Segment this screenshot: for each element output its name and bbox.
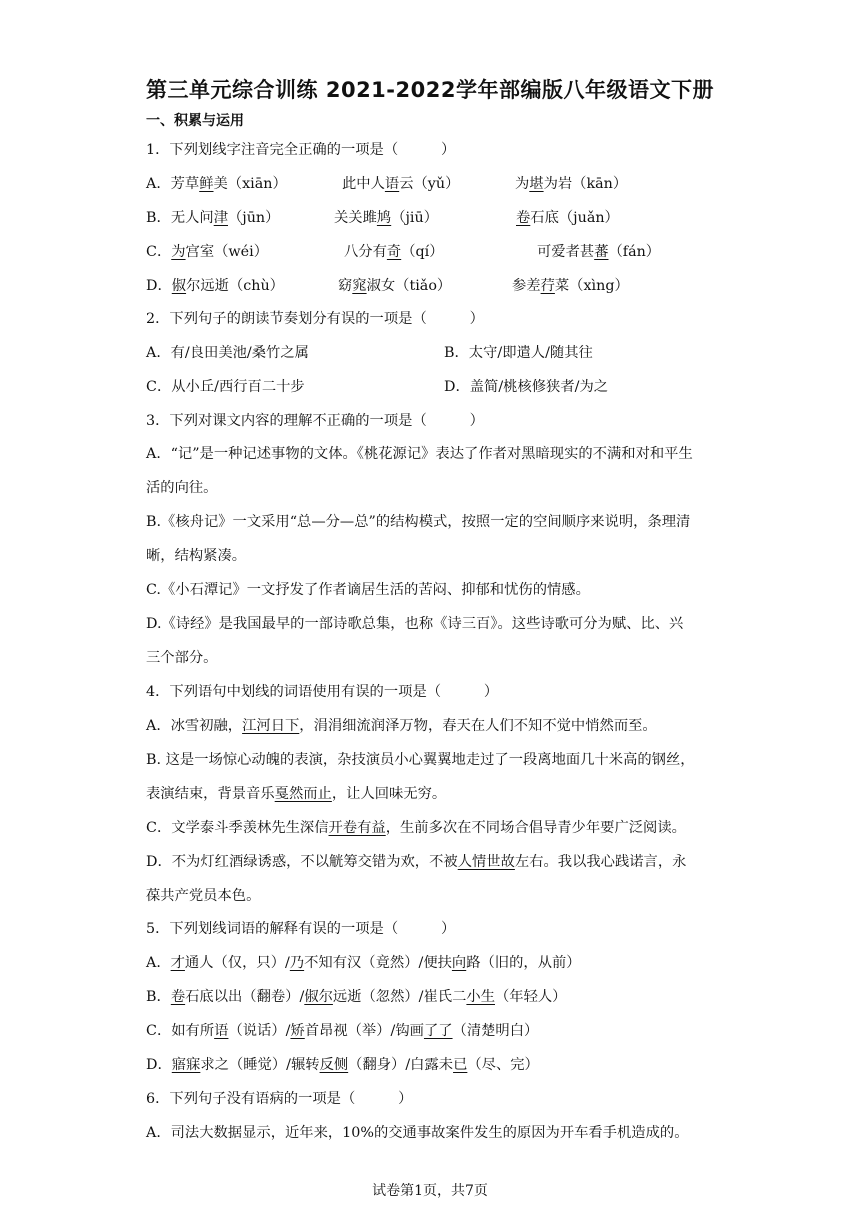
q6-option-a: A．司法大数据显示，近年来，10%的交通事故案件发生的原因为开车看手机造成的。 xyxy=(146,1125,689,1141)
q3-option-a-line-2: 活的向往。 xyxy=(146,480,218,496)
q1-option-a-item-3: 为堪为岩（kān） xyxy=(515,176,628,192)
q1-option-d-item-3: 参差荇菜（xìng） xyxy=(512,278,629,294)
question-5-stem: 5．下列划线词语的解释有误的一项是（ ） xyxy=(146,921,456,937)
q4-option-b-line-2: 表演结束，背景音乐戛然而止，让人回味无穷。 xyxy=(146,786,447,802)
q1-option-a-item-2: 此中人语云（yǔ） xyxy=(342,176,460,192)
q3-option-d-line-2: 三个部分。 xyxy=(146,650,218,666)
question-4-stem: 4．下列语句中划线的词语使用有误的一项是（ ） xyxy=(146,684,499,700)
q1-option-b-item-3: 卷石底（juǎn） xyxy=(516,210,619,226)
q1-option-c-item-2: 八分有奇（qí） xyxy=(344,244,444,260)
q1-option-a: A．芳草鲜美（xiān） xyxy=(146,176,287,192)
q2-option-b: B．太守/即遣人/随其往 xyxy=(444,345,593,361)
question-1-stem: 1．下列划线字注音完全正确的一项是（ ） xyxy=(146,142,456,158)
question-3-stem: 3．下列对课文内容的理解不正确的一项是（ ） xyxy=(146,413,484,429)
q2-option-a: A．有/良田美池/桑竹之属 xyxy=(146,345,309,361)
q1-option-c-item-3: 可爱者甚蕃（fán） xyxy=(537,244,661,260)
q4-option-d-line-1: D．不为灯红酒绿诱惑，不以觥筹交错为欢，不被人情世故左右。我以我心践诺言，永 xyxy=(146,854,687,870)
q4-option-a: A．冰雪初融，江河日下，涓涓细流润泽万物，春天在人们不知不觉中悄然而至。 xyxy=(146,718,657,734)
page-title: 第三单元综合训练 2021-2022学年部编版八年级语文下册 xyxy=(146,78,714,102)
q3-option-c: C.《小石潭记》一文抒发了作者谪居生活的苦闷、抑郁和忧伤的情感。 xyxy=(146,582,590,598)
q4-option-c: C．文学泰斗季羡林先生深信开卷有益，生前多次在不同场合倡导青少年要广泛阅读。 xyxy=(146,820,686,836)
q3-option-b-line-2: 晰，结构紧凑。 xyxy=(146,548,247,564)
question-6-stem: 6．下列句子没有语病的一项是（ ） xyxy=(146,1091,413,1107)
q1-option-c: C．为宫室（wéi） xyxy=(146,244,269,260)
q1-option-b: B．无人问津（jūn） xyxy=(146,210,280,226)
q5-option-d: D．寤寐求之（睡觉）/辗转反侧（翻身）/白露未已（尽、完） xyxy=(146,1057,539,1073)
q3-option-b-line-1: B.《核舟记》一文采用“总—分—总”的结构模式，按照一定的空间顺序来说明，条理清 xyxy=(146,514,691,530)
q2-option-d: D．盖简/桃核修狭者/为之 xyxy=(444,379,609,395)
q1-option-d-item-2: 窈窕淑女（tiǎo） xyxy=(338,278,452,294)
q1-option-d: D．俶尔远逝（chù） xyxy=(146,278,284,294)
section-heading: 一、积累与运用 xyxy=(146,113,244,129)
q4-option-d-line-2: 葆共产党员本色。 xyxy=(146,888,261,904)
q1-option-b-item-2: 关关雎鸠（jiū） xyxy=(334,210,438,226)
q3-option-a-line-1: A．“记”是一种记述事物的文体。《桃花源记》表达了作者对黑暗现实的不满和对和平生 xyxy=(146,446,693,462)
q3-option-d-line-1: D.《诗经》是我国最早的一部诗歌总集，也称《诗三百》。这些诗歌可分为赋、比、兴 xyxy=(146,616,684,632)
q5-option-c: C．如有所语（说话）/矫首昂视（举）/钩画了了（清楚明白） xyxy=(146,1023,539,1039)
q2-option-c: C．从小丘/西行百二十步 xyxy=(146,379,305,395)
q5-option-b: B．卷石底以出（翻卷）/俶尔远逝（忽然）/崔氏二小生（年轻人） xyxy=(146,989,567,1005)
q5-option-a: A．才通人（仅，只）/乃不知有汉（竟然）/便扶向路（旧的，从前） xyxy=(146,955,581,971)
question-2-stem: 2．下列句子的朗读节奏划分有误的一项是（ ） xyxy=(146,311,484,327)
q4-option-b-line-1: B. 这是一场惊心动魄的表演，杂技演员小心翼翼地走过了一段离地面几十米高的钢丝， xyxy=(146,752,695,768)
page-footer: 试卷第1页，共7页 xyxy=(372,1183,488,1199)
